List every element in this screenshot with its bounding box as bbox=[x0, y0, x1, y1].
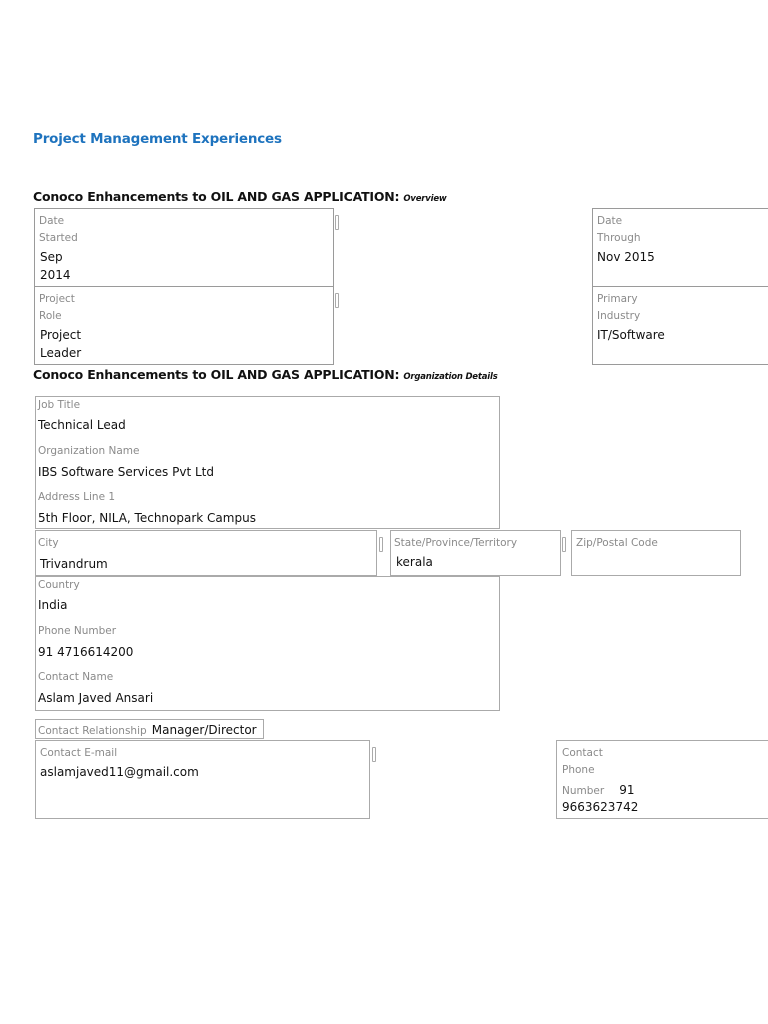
date-through-value: Nov 2015 bbox=[597, 250, 655, 264]
contact-phone-label-line1: Contact bbox=[562, 747, 603, 759]
address-value: 5th Floor, NILA, Technopark Campus bbox=[38, 511, 256, 525]
state-label: State/Province/Territory bbox=[394, 537, 518, 549]
contact-phone-label-line3-wrap bbox=[562, 779, 635, 800]
overview-heading bbox=[33, 189, 447, 204]
date-started-label-line1: Date bbox=[39, 215, 65, 227]
section-title: Project Management Experiences bbox=[33, 131, 282, 147]
field-marker-icon bbox=[372, 747, 376, 762]
job-title-label: Job Title bbox=[38, 399, 81, 411]
contact-relationship-value: Manager/Director bbox=[151, 723, 257, 737]
org-name-value: IBS Software Services Pvt Ltd bbox=[38, 465, 214, 479]
primary-industry-label-line1: Primary bbox=[597, 293, 638, 305]
city-label: City bbox=[38, 537, 59, 549]
project-role-value-line2: Leader bbox=[40, 346, 82, 360]
field-marker-icon bbox=[335, 293, 339, 308]
field-marker-icon bbox=[562, 537, 566, 552]
job-title-value: Technical Lead bbox=[38, 418, 126, 432]
contact-email-value: aslamjaved11@gmail.com bbox=[40, 765, 199, 779]
country-value: India bbox=[38, 598, 68, 612]
primary-industry-value: IT/Software bbox=[597, 328, 665, 342]
project-role-label-line2: Role bbox=[39, 310, 62, 322]
city-value: Trivandrum bbox=[40, 557, 108, 571]
project-role-value bbox=[40, 326, 81, 362]
organization-heading-text: Conoco Enhancements to OIL AND GAS APPLICATION: bbox=[33, 367, 400, 382]
contact-phone-label-line3: Number bbox=[562, 785, 605, 797]
contact-phone-label-line2: Phone bbox=[562, 764, 595, 776]
country-label: Country bbox=[38, 579, 80, 591]
date-started-label bbox=[39, 213, 78, 247]
phone-value: 91 4716614200 bbox=[38, 645, 134, 659]
date-through-label-line2: Through bbox=[597, 232, 641, 244]
date-through-label-line1: Date bbox=[597, 215, 623, 227]
project-role-label-line1: Project bbox=[39, 293, 75, 305]
address-label: Address Line 1 bbox=[38, 491, 116, 503]
project-role-value-line1: Project bbox=[40, 328, 82, 342]
overview-heading-text: Conoco Enhancements to OIL AND GAS APPLICATION: bbox=[33, 189, 400, 204]
field-marker-icon bbox=[335, 215, 339, 230]
zip-label: Zip/Postal Code bbox=[576, 537, 658, 549]
contact-name-value: Aslam Javed Ansari bbox=[38, 691, 154, 705]
date-started-label-line2: Started bbox=[39, 232, 78, 244]
field-marker-icon bbox=[379, 537, 383, 552]
contact-relationship bbox=[38, 719, 257, 740]
date-started-field bbox=[34, 208, 334, 287]
contact-email-label: Contact E-mail bbox=[40, 747, 118, 759]
date-started-value bbox=[40, 248, 71, 284]
primary-industry-label-line2: Industry bbox=[597, 310, 641, 322]
contact-phone-value-line2: 9663623742 bbox=[562, 800, 639, 814]
contact-phone-value-line1: 91 bbox=[619, 783, 635, 797]
date-started-value-line1: Sep bbox=[40, 250, 63, 264]
contact-phone-label bbox=[562, 745, 635, 800]
org-name-label: Organization Name bbox=[38, 445, 140, 457]
contact-relationship-label: Contact Relationship bbox=[38, 725, 147, 737]
date-started-value-line2: 2014 bbox=[40, 268, 71, 282]
date-through-label bbox=[597, 213, 641, 247]
contact-name-label: Contact Name bbox=[38, 671, 114, 683]
organization-subheading: Organization Details bbox=[403, 372, 498, 382]
phone-label: Phone Number bbox=[38, 625, 117, 637]
primary-industry-label bbox=[597, 291, 640, 325]
organization-heading bbox=[33, 367, 498, 382]
project-role-label bbox=[39, 291, 75, 325]
state-value: kerala bbox=[396, 555, 433, 569]
overview-subheading: Overview bbox=[403, 194, 447, 204]
